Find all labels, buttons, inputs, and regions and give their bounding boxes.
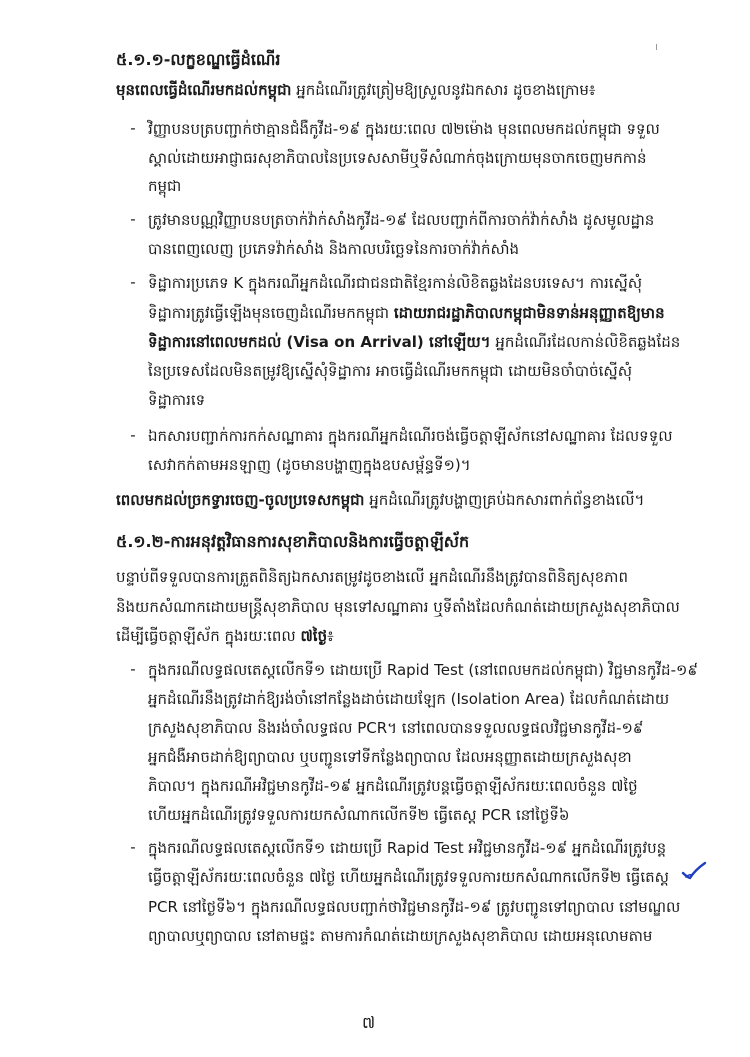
pre-arrival-intro: អ្នកដំណើរត្រូវត្រៀមឱ្យស្រួលនូវឯកសារ ដូចខាងក្រោម៖	[296, 81, 596, 99]
bullet-2-line-2: បានពេញលេញ ប្រភេទវ៉ាក់សាំង និងកាលបរិច្ឆេទនៃការចាក់វ៉ាក់សាំង	[148, 240, 520, 258]
checkmark-icon	[681, 861, 707, 881]
bullet-3-line-3	[148, 332, 680, 352]
negative-case-line-3: PCR នៅថ្ងៃទី៦។ ក្នុងករណីលទ្ធផលបញ្ជាក់ថាវិជ្ជមានកូវីដ-១៩ ត្រូវបញ្ជូនទៅព្យាបាល នៅមណ្ឌល	[148, 898, 681, 916]
section-heading-5-1-2: ៥.១.២-ការអនុវត្តវិធានការសុខាភិបាលនិងការធ្វើចត្តាឡីស័ក	[116, 532, 470, 551]
visa-on-arrival-notice-part-2: ទិដ្ឋាការនៅពេលមកដល់ (Visa on Arrival) នៅឡើយ។	[148, 333, 491, 351]
quarantine-period-colon: ៖	[327, 627, 334, 645]
positive-case-line-4: អ្នកជំងឺអាចដាក់ឱ្យព្យាបាល ឬបញ្ជូនទៅទីកន្លែងព្យាបាល ដែលអនុញ្ញាតដោយក្រសួងសុខា	[148, 748, 632, 766]
visa-on-arrival-notice-part-1: ដោយរាជរដ្ឋាភិបាលកម្ពុជាមិនទាន់អនុញ្ញាតឱ្យមាន	[393, 304, 665, 322]
negative-case-line-1: ក្នុងករណីលទ្ធផលតេស្តលើកទី១ ដោយប្រើ Rapid Test អវិជ្ជមានកូវីដ-១៩ អ្នកដំណើរត្រូវបន្ត	[148, 839, 667, 857]
quarantine-period-days: ៧ថ្ងៃ	[300, 627, 328, 645]
bullet-3-line-5: ទិដ្ឋាការទេ	[148, 391, 206, 409]
visa-request-text: ទិដ្ឋាការត្រូវធ្វើឡើងមុនចេញដំណើរមកកម្ពុជា	[148, 304, 390, 322]
bullet-dash: -	[130, 838, 136, 856]
quarantine-paragraph-line-1: បន្ទាប់ពីទទួលបានការត្រួតពិនិត្យឯកសារតម្រូវដូចខាងលើ អ្នកដំណើរនឹងត្រូវបានពិនិត្យសុខភាព	[116, 568, 628, 586]
positive-case-line-3: ក្រសួងសុខាភិបាល និងរង់ចាំលទ្ធផល PCR។ នៅពេលបានទទួលលទ្ធផលវិជ្ជមានកូវីដ-១៩	[148, 719, 644, 737]
scan-speck	[656, 44, 657, 50]
bullet-2-line-1: ត្រូវមានបណ្ណវិញ្ញាបនបត្រចាក់វ៉ាក់សាំងកូវីដ-១៩ ដែលបញ្ជាក់ពីការចាក់វ៉ាក់សាំង ដូសមូលដ្ឋាន	[148, 211, 655, 229]
border-arrival-text: អ្នកដំណើរត្រូវបង្ហាញគ្រប់ឯកសារពាក់ព័ន្ធខាងលើ។	[369, 491, 645, 509]
bullet-dash: -	[130, 210, 136, 228]
bullet-1-line-2: ស្គាល់ដោយអាជ្ញាធរសុខាភិបាលនៃប្រទេសសាមីឬទីសំណាក់ចុងក្រោយមុនចាកចេញមកកាន់	[148, 149, 647, 167]
bullet-4-line-2: សេវាកក់តាមអនឡាញ (ដូចមានបង្ហាញក្នុងឧបសម្ព័ន្ធទី១)។	[148, 456, 471, 474]
section-heading-5-1-1: ៥.១.១-លក្ខខណ្ឌធ្វើដំណើរ	[116, 50, 281, 69]
pre-arrival-label: មុនពេលធ្វើដំណើរមកដល់កម្ពុជា	[116, 81, 292, 99]
bullet-4-line-1: ឯកសារបញ្ជាក់ការកក់សណ្ឋាគារ ក្នុងករណីអ្នកដំណើរចង់ធ្វើចត្តាឡីស័កនៅសណ្ឋាគារ ដែលទទួល	[148, 427, 673, 445]
quarantine-paragraph-line-2: និងយកសំណាកដោយមន្ត្រីសុខាភិបាល មុនទៅសណ្ឋាគារ ឬទីតាំងដែលកំណត់ដោយក្រសួងសុខាភិបាល	[116, 598, 680, 616]
bullet-3-line-4: នៃប្រទេសដែលមិនតម្រូវឱ្យស្នើសុំទិដ្ឋាការ អាចធ្វើដំណើរមកកម្ពុជា ដោយមិនចាំបាច់ស្នើសុំ	[148, 362, 632, 380]
border-arrival-label: ពេលមកដល់ច្រកទ្វារចេញ-ចូលប្រទេសកម្ពុជា	[116, 491, 365, 509]
negative-case-line-4: ព្យាបាលឬព្យាបាល នៅតាមផ្ទះ តាមការកំណត់ដោយក្រសួងសុខាភិបាល ដោយអនុលោមតាម	[148, 927, 653, 945]
positive-case-line-2: អ្នកដំណើរនឹងត្រូវដាក់ឱ្យរង់ចាំនៅកន្លែងដាច់ដោយឡែក (Isolation Area) ដែលកំណត់ដោយ	[148, 690, 670, 708]
bullet-dash: -	[130, 426, 136, 444]
page-number: ៧	[362, 1013, 376, 1032]
pre-arrival-paragraph	[116, 80, 595, 100]
positive-case-line-5: ភិបាល។ ក្នុងករណីអវិជ្ជមានកូវីដ-១៩ អ្នកដំណើរត្រូវបន្តធ្វើចត្តាឡីស័ករយៈពេលចំនួន ៧ថ្ងៃ	[148, 777, 638, 795]
quarantine-period-text: ដើម្បីធ្វើចត្តាឡីស័ក ក្នុងរយៈពេល	[116, 627, 296, 645]
bullet-dash: -	[130, 273, 136, 291]
bullet-3-line-2	[148, 303, 665, 323]
negative-case-line-2: ធ្វើចត្តាឡីស័ករយៈពេលចំនួន ៧ថ្ងៃ ហើយអ្នកដំណើរត្រូវទទួលការយកសំណាកលើកទី២ ធ្វើតេស្ត	[148, 868, 669, 886]
bullet-1-line-1: វិញ្ញាបនបត្របញ្ជាក់ថាគ្មានជំងឺកូវីដ-១៩ ក្នុងរយៈពេល ៧២ម៉ោង មុនពេលមកដល់កម្ពុជា ទទួល	[148, 120, 660, 138]
border-arrival-paragraph	[116, 490, 644, 510]
bullet-dash: -	[130, 660, 136, 678]
positive-case-line-6: ហើយអ្នកដំណើរត្រូវទទួលការយកសំណាកលើកទី២ ធ្វើតេស្ត PCR នៅថ្ងៃទី៦	[148, 806, 570, 824]
bullet-3-line-1: ទិដ្ឋាការប្រភេទ K ក្នុងករណីអ្នកដំណើរជាជនជាតិខ្មែរកាន់លិខិតឆ្លងដែនបរទេស។ ការស្នើសុំ	[148, 274, 643, 292]
quarantine-paragraph-line-3	[116, 626, 334, 646]
bullet-dash: -	[130, 119, 136, 137]
positive-case-line-1: ក្នុងករណីលទ្ធផលតេស្តលើកទី១ ដោយប្រើ Rapid Test (នៅពេលមកដល់កម្ពុជា) វិជ្ជមានកូវីដ-១៩	[148, 661, 698, 679]
visa-exempt-text: អ្នកដំណើរដែលកាន់លិខិតឆ្លងដែន	[495, 333, 681, 351]
bullet-1-line-3: កម្ពុជា	[148, 177, 182, 195]
